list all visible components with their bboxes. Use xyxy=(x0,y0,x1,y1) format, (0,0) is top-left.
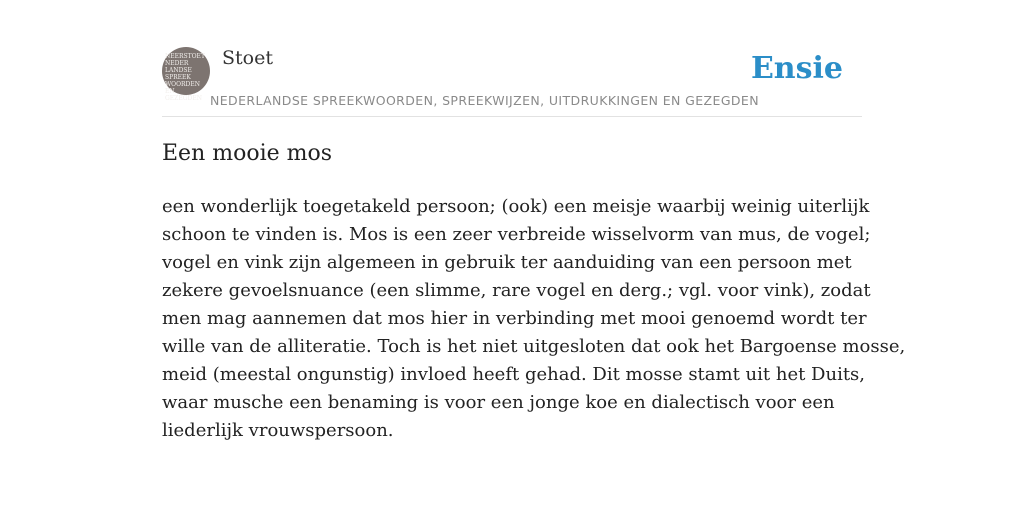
definition-line: schoon te vinden is. Mos is een zeer verbreide wisselvorm van mus, de vogel; xyxy=(162,224,871,245)
entry-title: Een mooie mos xyxy=(162,141,333,166)
page-container xyxy=(162,0,906,441)
author-name[interactable]: Stoet xyxy=(222,47,273,69)
definition-line: meid (meestal ongunstig) invloed heeft gehad. Dit mosse stamt uit het Duits, xyxy=(162,364,866,385)
avatar-cover-text: NEERSTOET NEDER LANDSE SPREEK WOORDEN EN GEZEGDEN xyxy=(165,53,205,102)
entry-definition xyxy=(162,193,906,445)
definition-line: liederlijk vrouwspersoon. xyxy=(162,420,394,441)
definition-line: zekere gevoelsnuance (een slimme, rare vogel en derg.; vgl. voor vink), zodat xyxy=(162,280,871,301)
definition-line: waar musche een benaming is voor een jonge koe en dialectisch voor een xyxy=(162,392,835,413)
definition-line: men mag aannemen dat mos hier in verbinding met mooi genoemd wordt ter xyxy=(162,308,867,329)
avatar[interactable] xyxy=(162,47,210,102)
definition-line: vogel en vink zijn algemeen in gebruik ter aanduiding van een persoon met xyxy=(162,252,852,273)
book-title[interactable]: NEDERLANDSE SPREEKWOORDEN, SPREEKWIJZEN, UITDRUKKINGEN EN GEZEGDEN xyxy=(210,93,759,108)
ensie-logo[interactable]: Ensie xyxy=(750,51,843,86)
header xyxy=(162,0,862,117)
definition-line: wille van de alliteratie. Toch is het niet uitgesloten dat ook het Bargoense mosse, xyxy=(162,336,906,357)
definition-line: een wonderlijk toegetakeld persoon; (ook) een meisje waarbij weinig uiterlijk xyxy=(162,196,870,217)
